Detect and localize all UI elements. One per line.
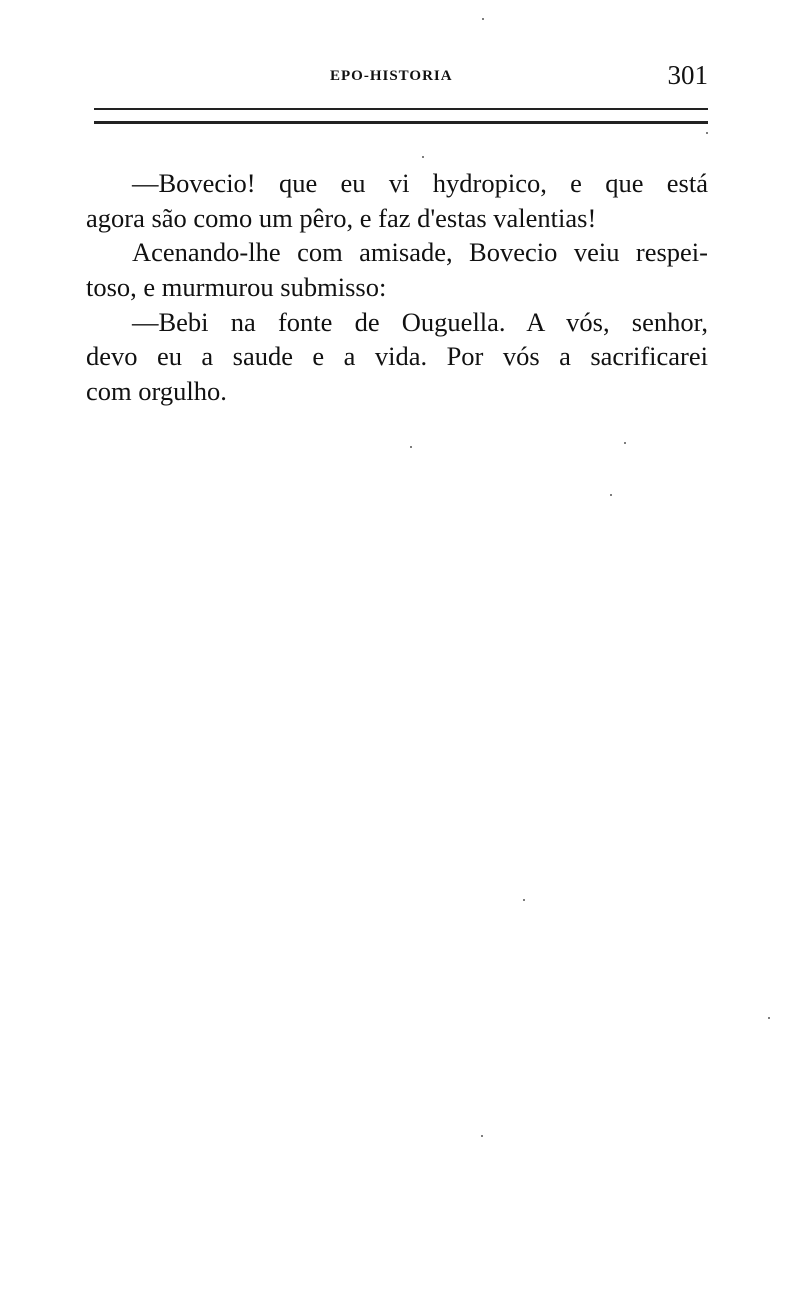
text-line: toso, e murmurou submisso: (86, 272, 387, 303)
scan-speck (610, 494, 612, 496)
text-line: —Bebi na fonte de Ouguella. A vós, senhor, (132, 306, 708, 337)
scan-speck (410, 446, 412, 448)
body-text (86, 166, 708, 409)
scan-speck (481, 1135, 483, 1137)
running-header (0, 60, 800, 96)
scan-speck (768, 1017, 770, 1019)
scan-speck (706, 132, 708, 134)
scan-speck (523, 899, 525, 901)
scan-speck (482, 18, 484, 20)
text-line: com orgulho. (86, 376, 227, 407)
page-number: 301 (667, 60, 708, 90)
header-rule-bottom (94, 121, 708, 124)
scan-speck (422, 156, 424, 158)
text-line: Acenando-lhe com amisade, Bovecio veiu respei- (132, 237, 708, 268)
header-rule-top (94, 108, 708, 110)
text-line: agora são como um pêro, e faz d'estas valentias! (86, 202, 597, 233)
running-title: EPO-HISTORIA (330, 68, 453, 84)
text-line: —Bovecio! que eu vi hydropico, e que está (132, 168, 708, 198)
text-line: devo eu a saude e a vida. Por vós a sacrificarei (86, 341, 708, 372)
scan-speck (624, 442, 626, 444)
